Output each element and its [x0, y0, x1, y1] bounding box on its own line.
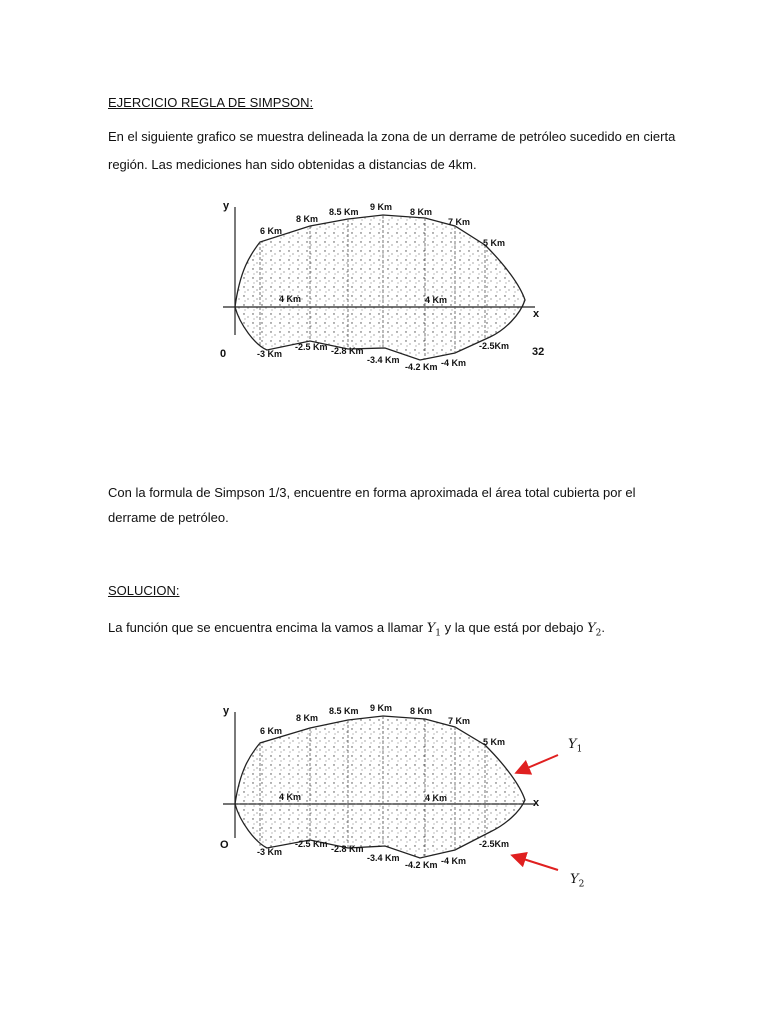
origin-label: O — [220, 839, 229, 851]
intro-line-1: En el siguiente grafico se muestra delineada la zona de un derrame de petróleo sucedido en cierta — [108, 129, 676, 144]
inner-label: 4 Km — [279, 294, 302, 304]
top-label: 5 Km — [483, 737, 506, 747]
bottom-label: -2.5Km — [479, 839, 510, 849]
inner-label: 4 Km — [425, 295, 448, 305]
top-label: 8 Km — [410, 207, 433, 217]
question-line-1: Con la formula de Simpson 1/3, encuentre en forma aproximada el área total cubierta por el — [108, 485, 636, 500]
top-label: 6 Km — [260, 226, 283, 236]
bottom-label: -2.5 Km — [295, 342, 328, 352]
solution-sentence: La función que se encuentra encima la vamos a llamar $Y_1$ y la que está por debajo $Y_2$. — [108, 620, 606, 639]
bottom-label: -3.4 Km — [367, 853, 400, 863]
y-axis-label: y — [223, 200, 230, 212]
bottom-label: -4.2 Km — [405, 362, 438, 372]
origin-label: 0 — [220, 348, 227, 360]
bottom-label: -2.5 Km — [295, 839, 328, 849]
top-label: 9 Km — [370, 202, 393, 212]
bottom-label: -2.5Km — [479, 341, 510, 351]
top-label: 9 Km — [370, 703, 393, 713]
top-label: 8.5 Km — [329, 207, 359, 217]
top-label: 8 Km — [296, 713, 319, 723]
y2-arrow-label: $Y_2$ — [570, 872, 585, 890]
y-axis-label: y — [223, 705, 230, 717]
top-label: 7 Km — [448, 217, 471, 227]
top-label: 6 Km — [260, 726, 283, 736]
x-axis-label: x — [533, 308, 540, 320]
y2-arrow — [514, 856, 558, 870]
exercise-title: EJERCICIO REGLA DE SIMPSON: — [108, 95, 314, 110]
y1-symbol: $Y_1$ — [426, 621, 442, 639]
bottom-label: -3.4 Km — [367, 355, 400, 365]
bottom-label: -4 Km — [441, 358, 467, 368]
spill-region — [235, 716, 525, 858]
y2-symbol: $Y_2$ — [587, 621, 602, 639]
bottom-label: -4.2 Km — [405, 860, 438, 870]
top-label: 7 Km — [448, 716, 471, 726]
top-label: 5 Km — [483, 238, 506, 248]
bottom-label: -3 Km — [257, 847, 283, 857]
solution-text-a: La función que se encuentra encima la vamos a llamar — [108, 620, 424, 635]
bottom-label: -2.8 Km — [331, 346, 364, 356]
question-line-2: derrame de petróleo. — [108, 510, 229, 525]
y1-arrow-label: $Y_1$ — [568, 737, 583, 755]
solution-title: SOLUCION: — [108, 583, 180, 598]
top-label: 8 Km — [296, 214, 319, 224]
top-label: 8 Km — [410, 706, 433, 716]
bottom-label: -3 Km — [257, 349, 283, 359]
bottom-label: -2.8 Km — [331, 844, 364, 854]
inner-label: 4 Km — [279, 792, 302, 802]
x-end-label: 32 — [532, 346, 545, 358]
intro-line-2: región. Las mediciones han sido obtenidas a distancias de 4km. — [108, 157, 477, 172]
y1-arrow — [518, 755, 558, 772]
x-axis-label: x — [533, 797, 540, 809]
spill-region — [235, 215, 525, 360]
bottom-label: -4 Km — [441, 856, 467, 866]
inner-label: 4 Km — [425, 793, 448, 803]
solution-text-b: y la que está por debajo — [444, 620, 584, 635]
top-label: 8.5 Km — [329, 706, 359, 716]
oil-spill-figure-1 — [215, 195, 555, 375]
